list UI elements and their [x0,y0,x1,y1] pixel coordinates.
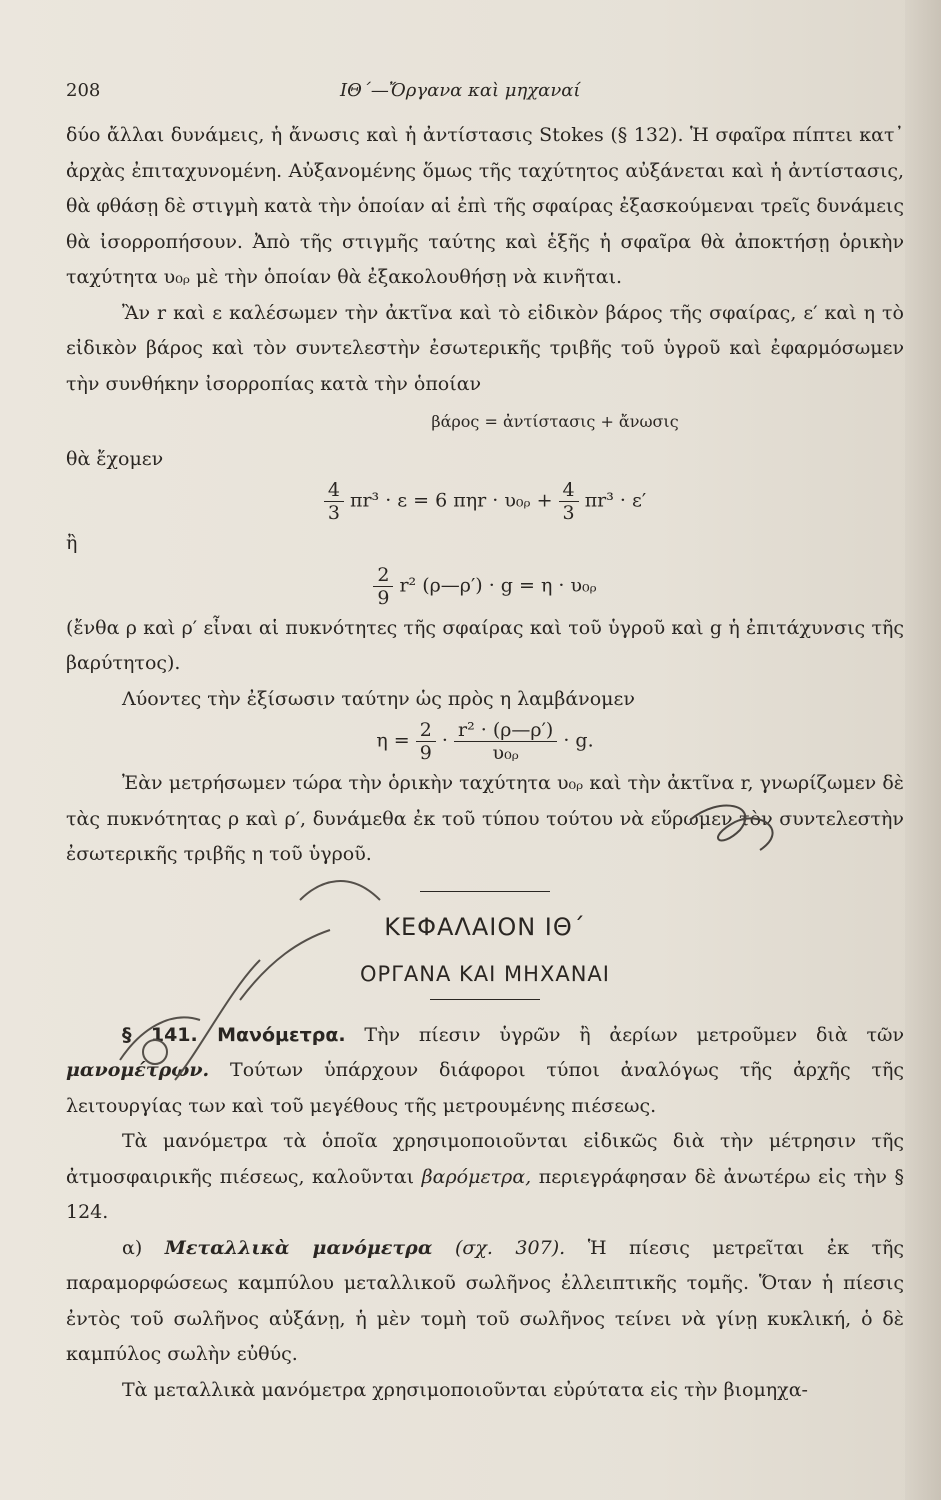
page-body [66,118,904,1408]
equation-2 [66,564,904,609]
denominator: υ₀ᵨ [492,742,519,764]
eq3-eta: η = [376,729,410,752]
divider-top [420,891,550,892]
page-gutter [905,0,941,1500]
section-141-paragraph-3 [66,1231,904,1373]
equation-1 [66,479,904,524]
numerator: 2 [416,719,436,742]
paragraph-4: Λύοντες τὴν ἐξίσωσιν ταύτην ὡς πρὸς η λαμβάνομεν [122,687,635,710]
denominator: 9 [419,742,432,764]
denominator: 3 [327,502,340,524]
s3-bold: Μεταλλικὰ μανόμετρα [164,1236,433,1259]
page-number: 208 [66,80,101,101]
section-141-paragraph-1 [66,1018,904,1125]
eq1-left: πr³ · ε = 6 πηr · υ₀ᵨ + [349,489,553,512]
section-141-paragraph-2 [66,1124,904,1231]
s3-text: Ἡ πίεσις μετρεῖται ἐκ τῆς παραμορφώσεως καμπύλου μεταλλικοῦ σωλῆνος ἐλλειπτικῆς τομῆς. Ὅταν ἡ πίεσις ἐντὸς τοῦ σωλῆνος αὐξάνῃ, ἡ μὲν τομὴ τοῦ σωλῆνος τείνει νὰ γίνῃ κυκλική, ὁ δὲ καμπύλος σωλὴν εὐθύς. [66,1236,905,1365]
s1-bold: μανομέτρων. [66,1059,210,1081]
s3-italic: (σχ. 307). [454,1236,566,1259]
denominator: 3 [562,502,575,524]
fraction-4-3 [324,479,344,524]
s3-label: α) [122,1236,143,1259]
equation-3: η = $\frac{2}{9}$ · $\frac{\text{r² · (ρ—ρ′)}}{\text{υ₀ᵨ}}$ · g. [376,719,594,764]
numerator: r² · (ρ—ρ′) [454,719,557,742]
numerator: 4 [324,479,344,502]
divider-bottom [430,999,540,1000]
paragraph-3: (ἔνθα ρ καὶ ρ′ εἶναι αἱ πυκνότητες τῆς σφαίρας καὶ τοῦ ὑγροῦ καὶ g ἡ ἐπιτάχυνσις τῆς βαρύτητος). [66,616,904,674]
page-header [66,80,886,110]
chapter-number: ΚΕΦΑΛΑΙΟΝ ΙΘ΄ [384,912,586,941]
paragraph-5: Ἐὰν μετρήσωμεν τώρα τὴν ὁρικὴν ταχύτητα υ₀ᵨ καὶ τὴν ἀκτῖνα r, γνωρίζωμεν δὲ τὰς πυκνότητας ρ καὶ ρ′, δυνάμεθα ἐκ τοῦ τύπου τούτου νὰ εὕρωμεν τὸν συντελεστὴν ἐσωτερικῆς τριβῆς η τοῦ ὑγροῦ. [66,772,904,865]
numerator: 2 [373,564,393,587]
denominator: 9 [377,586,390,609]
eq1-right: πr³ · ε′ [584,489,647,512]
eq2-rest: r² (ρ—ρ′) · g = η · υ₀ᵨ [399,574,597,596]
equilibrium-words: βάρος = ἀντίστασις + ἄνωσις [431,412,679,431]
paragraph-1: δύο ἄλλαι δυνάμεις, ἡ ἄνωσις καὶ ἡ ἀντίστασις Stokes (§ 132). Ἡ σφαῖρα πίπτει κατ᾽ ἀρχὰς ἐπιταχυνομένη. Αὐξανομένης ὅμως τῆς ταχύτητος αὐξάνεται καὶ ἡ ἀντίστασις, θὰ φθάσῃ δὲ στιγμὴ κατὰ τὴν ὁποίαν αἱ ἐπὶ τῆς σφαίρας ἐξασκούμεναι τρεῖς δυνάμεις θὰ ἰσορροπήσουν. Ἀπὸ τῆς στιγμῆς ταύτης καὶ ἑξῆς ἡ σφαῖρα θὰ ἀποκτήσῃ ὁρικὴν ταχύτητα υ₀ᵨ μὲ τὴν ὁποίαν θὰ ἐξακολουθήσῃ νὰ κινῆται. [66,124,904,288]
tha-exomen: θὰ ἔχομεν [66,447,164,470]
chapter-title: ΟΡΓΑΝΑ ΚΑΙ ΜΗΧΑΝΑΙ [360,962,610,986]
running-title: ΙΘ΄—Ὄργανα καὶ μηχαναί [340,80,581,101]
s1-text-b: Τούτων ὑπάρχουν διάφοροι τύποι ἀναλόγως τῆς ἀρχῆς τῆς λειτουργίας των καὶ τοῦ μεγέθους τῆς μετρουμένης πιέσεως. [66,1059,904,1117]
fraction-4-3-b [559,479,579,524]
fraction-main [454,719,557,764]
paragraph-2: Ἂν r καὶ ε καλέσωμεν τὴν ἀκτῖνα καὶ τὸ εἰδικὸν βάρος τῆς σφαίρας, ε′ καὶ η τὸ εἰδικὸν βάρος καὶ τὸν συντελεστὴν ἐσωτερικῆς τριβῆς τοῦ ὑγροῦ καὶ ἐφαρμόσωμεν τὴν συνθήκην ἰσορροπίας κατὰ τὴν ὁποίαν [66,301,904,395]
eq3-g: · g. [563,729,594,752]
section-141-paragraph-4: Τὰ μεταλλικὰ μανόμετρα χρησιμοποιοῦνται εὐρύτατα εἰς τὴν βιομηχα- [122,1378,808,1401]
numerator: 4 [559,479,579,502]
fraction-2-9-b [416,719,436,764]
s1-text-a: Τὴν πίεσιν ὑγρῶν ἢ ἀερίων μετροῦμεν διὰ τῶν [364,1023,905,1046]
or-word: ἢ [66,532,78,554]
s2-italic: βαρόμετρα, [421,1165,532,1188]
section-label: § 141. Μανόμετρα. [122,1023,346,1046]
fraction-2-9 [373,564,393,609]
s2-text-a: Τὰ μανόμετρα τὰ ὁποῖα χρησιμοποιοῦνται εἰδικῶς διὰ τὴν μέτρησιν τῆς ἀτμοσφαιρικῆς πιέσεως, καλοῦνται [66,1130,904,1188]
s2-text-b: περιεγράφησαν δὲ ἀνωτέρω εἰς τὴν § 124. [66,1165,905,1223]
